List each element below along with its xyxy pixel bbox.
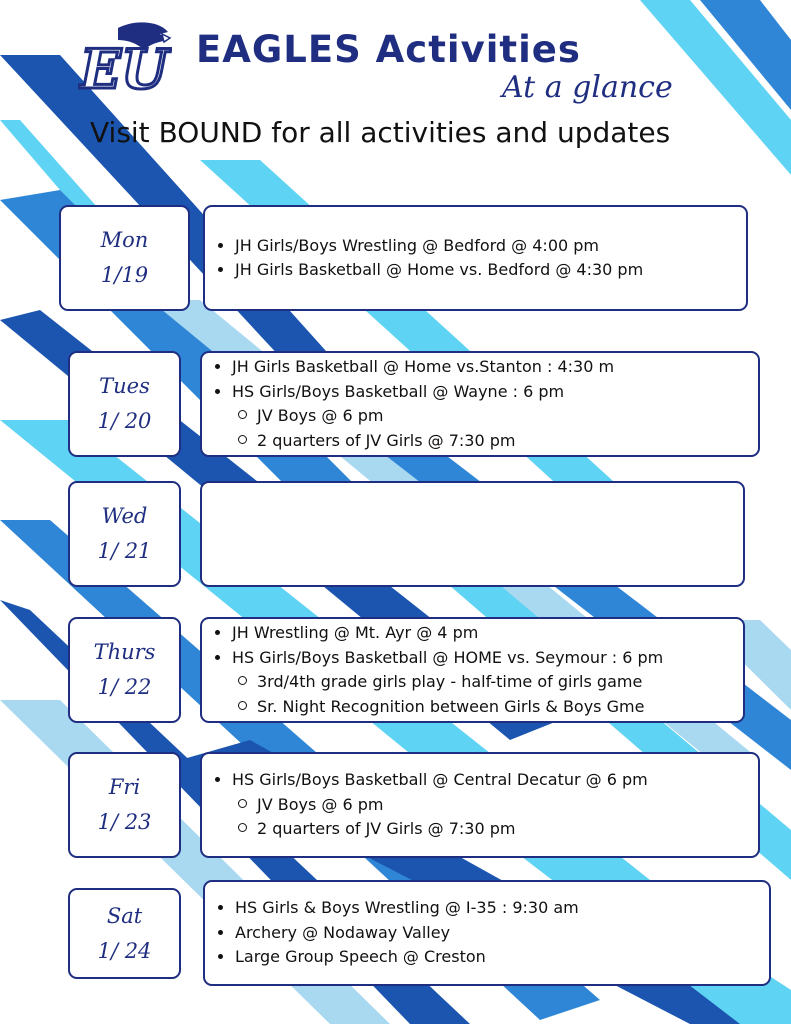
day-date: 1/ 21 xyxy=(97,539,152,563)
event-sub-item: 2 quarters of JV Girls @ 7:30 pm xyxy=(254,429,614,454)
day-card-thurs xyxy=(68,617,181,723)
event-sub-item: Sr. Night Recognition between Girls & Boys Gme xyxy=(254,695,663,720)
event-item: • HS Girls/Boys Basketball @ Central Decatur @ 6 pm xyxy=(232,768,648,793)
day-name: Tues xyxy=(99,374,150,398)
day-card-fri xyxy=(68,752,181,858)
event-list xyxy=(202,768,648,842)
event-item: • HS Girls/Boys Basketball @ HOME vs. Seymour : 6 pm xyxy=(232,646,663,671)
day-name: Mon xyxy=(100,228,149,252)
day-date: 1/19 xyxy=(100,263,149,287)
flyer-title: EAGLES Activities xyxy=(196,28,581,71)
events-card-thurs xyxy=(200,617,745,723)
day-card-mon xyxy=(59,205,190,311)
event-list xyxy=(202,355,614,453)
day-date: 1/ 23 xyxy=(97,810,152,834)
event-item: • Large Group Speech @ Creston xyxy=(235,945,579,970)
eagle-logo xyxy=(78,18,172,96)
day-name: Fri xyxy=(108,775,141,799)
event-item: • HS Girls & Boys Wrestling @ I-35 : 9:30 am xyxy=(235,896,579,921)
event-item: • JH Girls/Boys Wrestling @ Bedford @ 4:00 pm xyxy=(235,234,643,259)
event-sub-item: 3rd/4th grade girls play - half-time of girls game xyxy=(254,670,663,695)
logo-monogram: EU xyxy=(80,37,169,96)
day-card-sat xyxy=(68,888,181,979)
events-card-tues xyxy=(200,351,760,457)
events-card-sat xyxy=(203,880,771,986)
events-card-wed xyxy=(200,481,745,587)
event-sub-item: 2 quarters of JV Girls @ 7:30 pm xyxy=(254,817,648,842)
day-date: 1/ 20 xyxy=(97,409,152,433)
event-item: • HS Girls/Boys Basketball @ Wayne : 6 pm xyxy=(232,380,614,405)
day-name: Thurs xyxy=(93,640,156,664)
events-card-mon xyxy=(203,205,748,311)
event-item: • JH Girls Basketball @ Home vs. Bedford @ 4:30 pm xyxy=(235,258,643,283)
event-sub-item: JV Boys @ 6 pm xyxy=(254,793,648,818)
events-card-fri xyxy=(200,752,760,858)
day-card-tues xyxy=(68,351,181,457)
event-list xyxy=(205,234,643,283)
event-list xyxy=(202,621,663,719)
event-item: • JH Girls Basketball @ Home vs.Stanton : 4:30 m xyxy=(232,355,614,380)
event-sub-item: JV Boys @ 6 pm xyxy=(254,404,614,429)
event-item: • JH Wrestling @ Mt. Ayr @ 4 pm xyxy=(232,621,663,646)
day-name: Sat xyxy=(106,903,143,928)
flyer-tagline: Visit BOUND for all activities and updates xyxy=(90,116,671,149)
day-card-wed xyxy=(68,481,181,587)
event-item: • Archery @ Nodaway Valley xyxy=(235,921,579,946)
day-name: Wed xyxy=(101,504,148,528)
day-date: 1/ 22 xyxy=(97,675,152,699)
event-list xyxy=(205,896,579,970)
day-date: 1/ 24 xyxy=(97,938,152,963)
flyer-subtitle: At a glance xyxy=(502,70,673,105)
